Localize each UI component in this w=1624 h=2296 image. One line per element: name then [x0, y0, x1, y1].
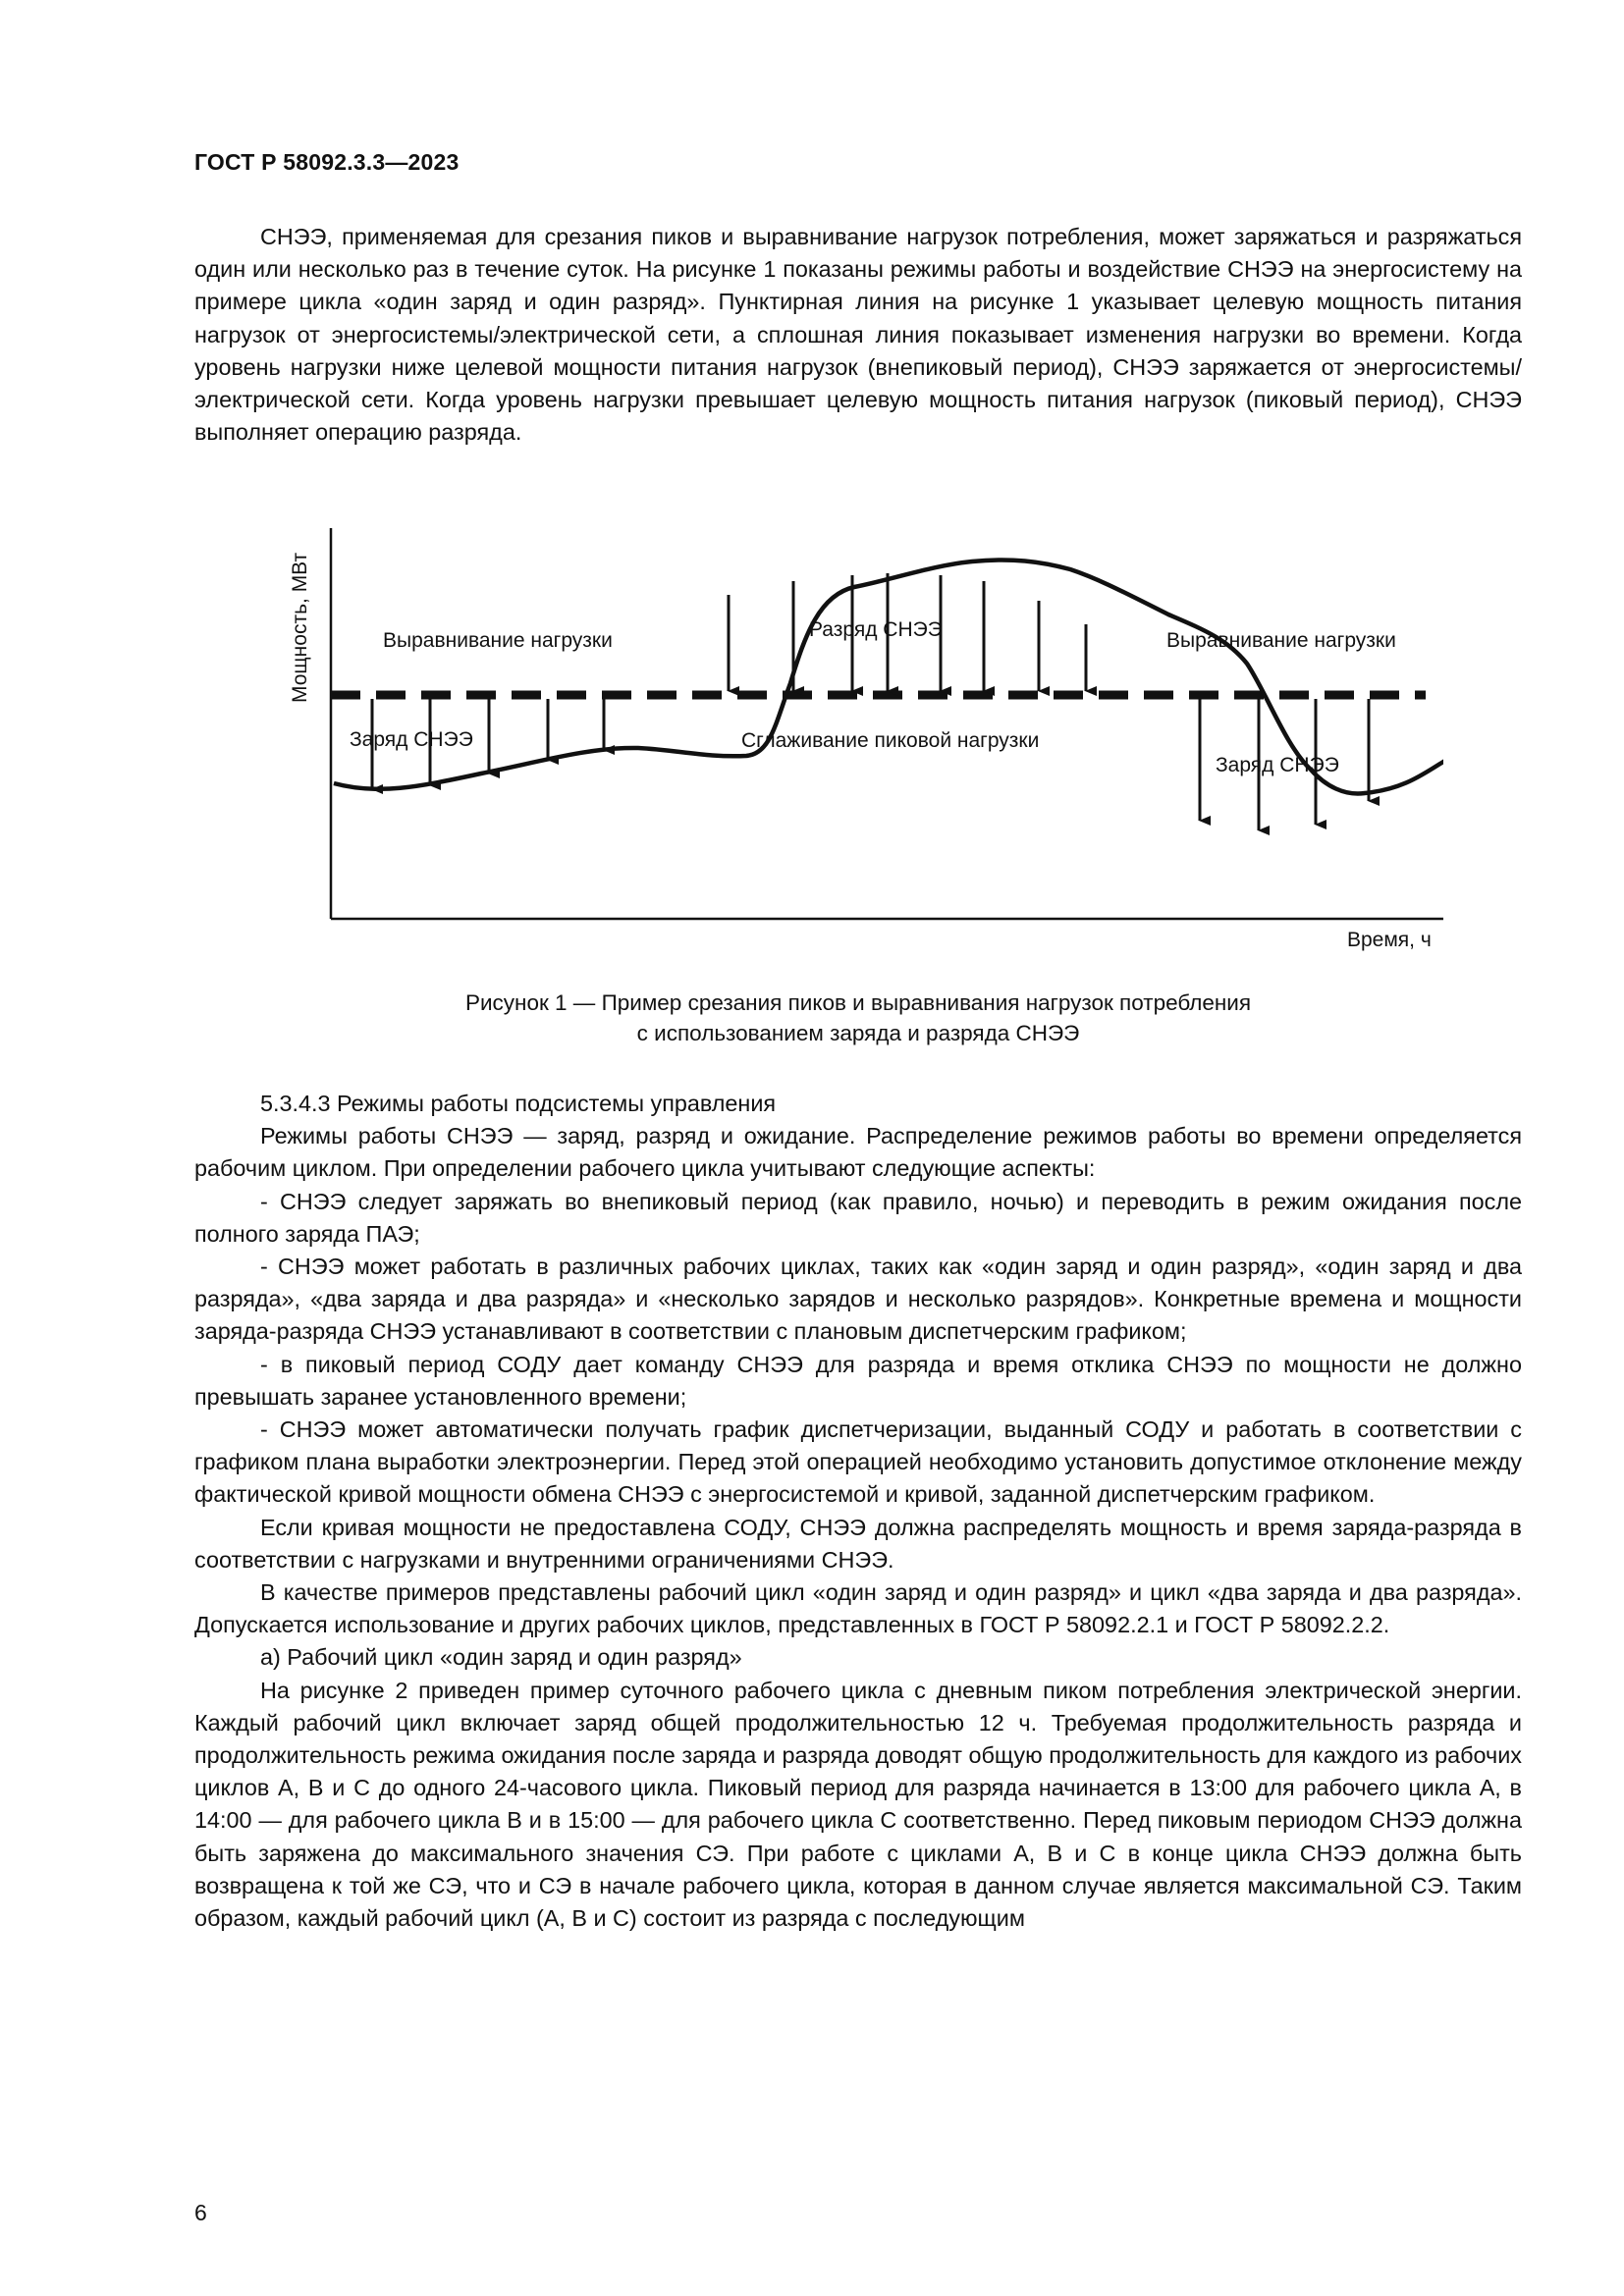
figure-1-load-diagram — [285, 516, 1443, 968]
caption-line-1: Рисунок 1 — Пример срезания пиков и выравнивания нагрузок потребления — [464, 990, 1252, 1015]
caption-line-2: с использованием заряда и разряда СНЭЭ — [636, 1021, 1080, 1045]
label-leveling-right: Выравнивание нагрузки — [1166, 629, 1396, 652]
label-charge-right: Заряд СНЭЭ — [1216, 754, 1339, 776]
y-axis-label: Мощность, МВт — [289, 552, 311, 703]
list-item: - СНЭЭ может работать в различных рабочих циклах, таких как «один заряд и один разряд», «один заряд и два разряда», «два заряда и два разряда» и «несколько зарядов и несколько разрядов». Конкретные времена и мощности заряда-разряда СНЭЭ устанавливают в соответствии с плановым диспетчерским графиком; — [194, 1254, 1522, 1345]
label-discharge: Разряд СНЭЭ — [809, 618, 943, 641]
paragraph: На рисунке 2 приведен пример суточного рабочего цикла с дневным пиком потребления электрической энергии. Каждый рабочий цикл включает заряд общей продолжительностью 12 ч. Требуемая продолжительность разряда и продолжительность режима ожидания после заряда и разряда доводят общую продолжительность для каждого из рабочих циклов А, В и С до одного 24-часового цикла. Пиковый период для разряда начинается в 13:00 для рабочего цикла А, в 14:00 — для рабочего цикла В и в 15:00 — для рабочего цикла С соответственно. Перед пиковым периодом СНЭЭ должна быть заряжена до максимального значения СЭ. При работе с циклами А, В и С в конце цикла СНЭЭ должна быть возвращена к той же СЭ, что и СЭ в начале рабочего цикла, которая в данном случае является максимальной СЭ. Таким образом, каждый рабочий цикл (А, В и С) состоит из разряда с последующим — [194, 1677, 1522, 1932]
paragraph: В качестве примеров представлены рабочий цикл «один заряд и один разряд» и цикл «два заряда и два разряда». Допускается использование и других рабочих циклов, представленных в ГОСТ Р 58092.2.1 и ГОСТ Р 58092.2.2. — [194, 1579, 1522, 1638]
intro-paragraph: СНЭЭ, применяемая для срезания пиков и выравнивание нагрузок потребления, может заряжаться и разряжаться один или несколько раз в течение суток. На рисунке 1 показаны режимы работы и воздействие СНЭЭ на энергосистему на примере цикла «один заряд и один разряд». Пунктирная линия на рисунке 1 указывает целевую мощность питания нагрузок от энергосистемы/электрической сети, а сплошная линия показывает изменения нагрузки во времени. Когда уровень нагрузки ниже целевой мощности питания нагрузок (внепиковый период), СНЭЭ заряжается от энергосистемы/электрической сети. Когда уровень нагрузки превышает целевую мощность питания нагрузок (пиковый период), СНЭЭ выполняет операцию разряда. — [194, 224, 1522, 446]
document-code-header: ГОСТ Р 58092.3.3—2023 — [194, 149, 460, 175]
figure-caption — [194, 988, 1522, 1048]
label-charge-left: Заряд СНЭЭ — [350, 728, 473, 751]
load-curve-diagram — [285, 516, 1443, 968]
paragraph: Режимы работы СНЭЭ — заряд, разряд и ожидание. Распределение режимов работы во времени определяется рабочим циклом. При определении рабочего цикла учитывают следующие аспекты: — [194, 1123, 1522, 1182]
x-axis-label: Время, ч — [1347, 929, 1432, 951]
subsection-heading: а) Рабочий цикл «один заряд и один разряд» — [260, 1644, 742, 1671]
list-item: - в пиковый период СОДУ дает команду СНЭЭ для разряда и время отклика СНЭЭ по мощности не должно превышать заранее установленного времени; — [194, 1351, 1522, 1410]
label-peak-smoothing: Сглаживание пиковой нагрузки — [741, 729, 1040, 752]
paragraph: Если кривая мощности не предоставлена СОДУ, СНЭЭ должна распределять мощность и время заряда-разряда в соответствии с нагрузками и внутренними ограничениями СНЭЭ. — [194, 1514, 1522, 1573]
body-text-block — [194, 1088, 1522, 1935]
intro-text-block — [194, 221, 1522, 449]
label-leveling-left: Выравнивание нагрузки — [383, 629, 613, 652]
list-item: - СНЭЭ следует заряжать во внепиковый период (как правило, ночью) и переводить в режим ожидания после полного заряда ПАЭ; — [194, 1188, 1522, 1247]
section-heading: 5.3.4.3 Режимы работы подсистемы управления — [260, 1091, 777, 1116]
page-number: 6 — [194, 2200, 207, 2225]
list-item: - СНЭЭ может автоматически получать график диспетчеризации, выданный СОДУ и работать в соответствии с графиком плана выработки электроэнергии. Перед этой операцией необходимо установить допустимое отклонение между фактической кривой мощности обмена СНЭЭ с энергосистемой и кривой, заданной диспетчерским графиком. — [194, 1416, 1522, 1508]
